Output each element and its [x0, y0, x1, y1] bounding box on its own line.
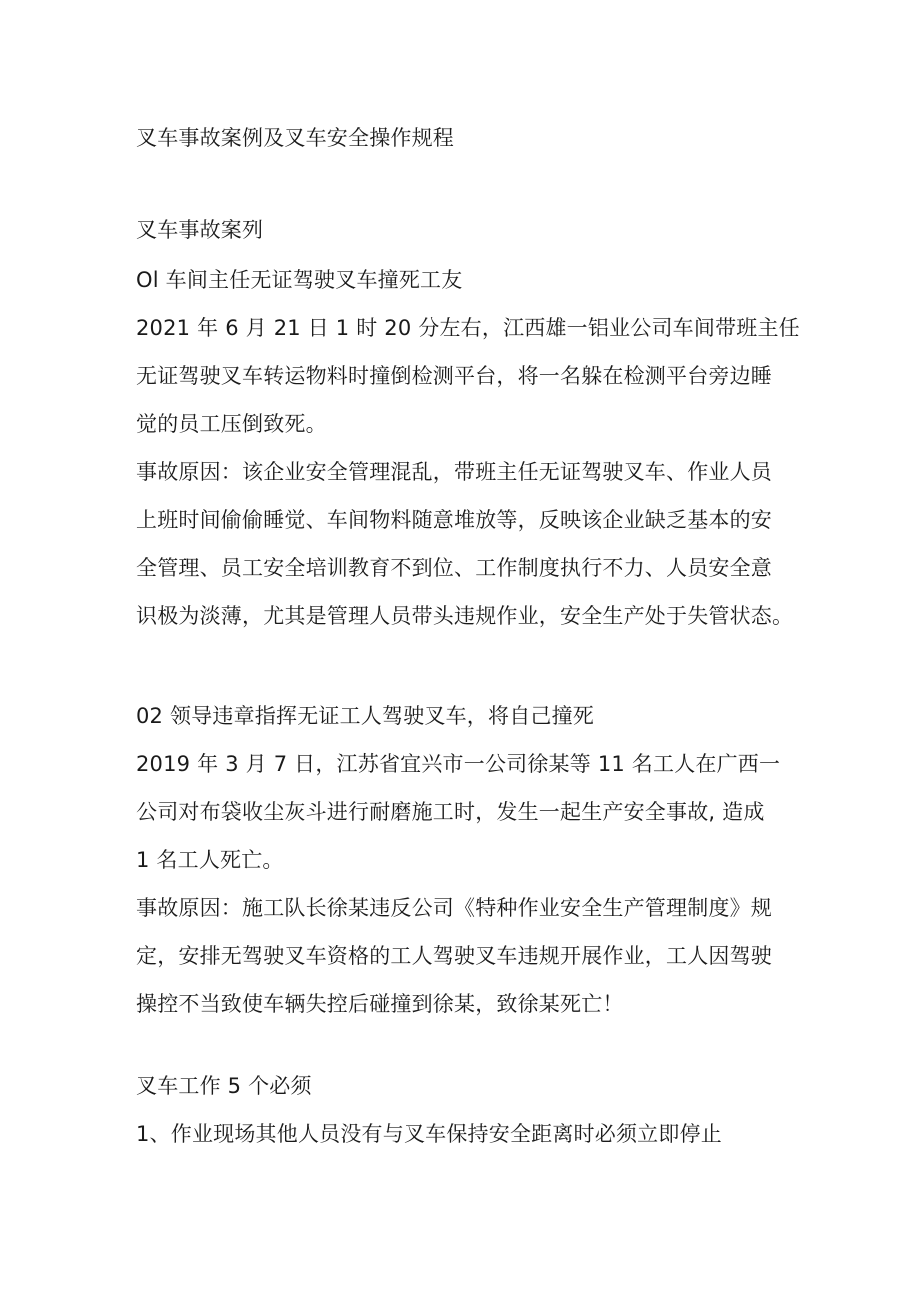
- case2-heading: 02 领导违章指挥无证工人驾驶叉车，将自己撞死: [136, 704, 594, 728]
- document-title: 叉车事故案例及叉车安全操作规程: [136, 126, 454, 150]
- case2-body-line: 2019 年 3 月 7 日，江苏省宜兴市一公司徐某等 11 名工人在广西一: [136, 752, 781, 776]
- case1-body-line: 无证驾驶叉车转运物料时撞倒检测平台，将一名躲在检测平台旁边睡: [136, 364, 772, 388]
- case1-heading: Ol 车间主任无证驾驶叉车撞死工友: [136, 268, 463, 292]
- case2-cause-line: 事故原因：施工队长徐某违反公司《特种作业安全生产管理制度》规: [136, 896, 772, 920]
- case1-cause-line: 识极为淡薄，尤其是管理人员带头违规作业，安全生产处于失管状态。: [136, 604, 794, 628]
- section-heading: 叉车事故案列: [136, 218, 264, 242]
- case1-cause-line: 全管理、员工安全培训教育不到位、工作制度执行不力、人员安全意: [136, 556, 772, 580]
- rules-item: 1、作业现场其他人员没有与叉车保持安全距离时必须立即停止: [136, 1122, 722, 1146]
- case2-body-line: 公司对布袋收尘灰斗进行耐磨施工时，发生一起生产安全事故, 造成: [136, 800, 765, 824]
- case2-cause-line: 操控不当致使车辆失控后碰撞到徐某，致徐某死亡！: [136, 992, 624, 1016]
- rules-heading: 叉车工作 5 个必须: [136, 1074, 312, 1098]
- case1-cause-line: 事故原因：该企业安全管理混乱，带班主任无证驾驶叉车、作业人员: [136, 460, 772, 484]
- case2-body-line: 1 名工人死亡。: [136, 848, 284, 872]
- case1-body-line: 觉的员工压倒致死。: [136, 412, 327, 436]
- case1-cause-line: 上班时间偷偷睡觉、车间物料随意堆放等，反映该企业缺乏基本的安: [136, 508, 772, 532]
- case1-body-line: 2021 年 6 月 21 日 1 时 20 分左右，江西雄一铝业公司车间带班主任: [136, 316, 800, 340]
- case2-cause-line: 定，安排无驾驶叉车资格的工人驾驶叉车违规开展作业，工人因驾驶: [136, 944, 772, 968]
